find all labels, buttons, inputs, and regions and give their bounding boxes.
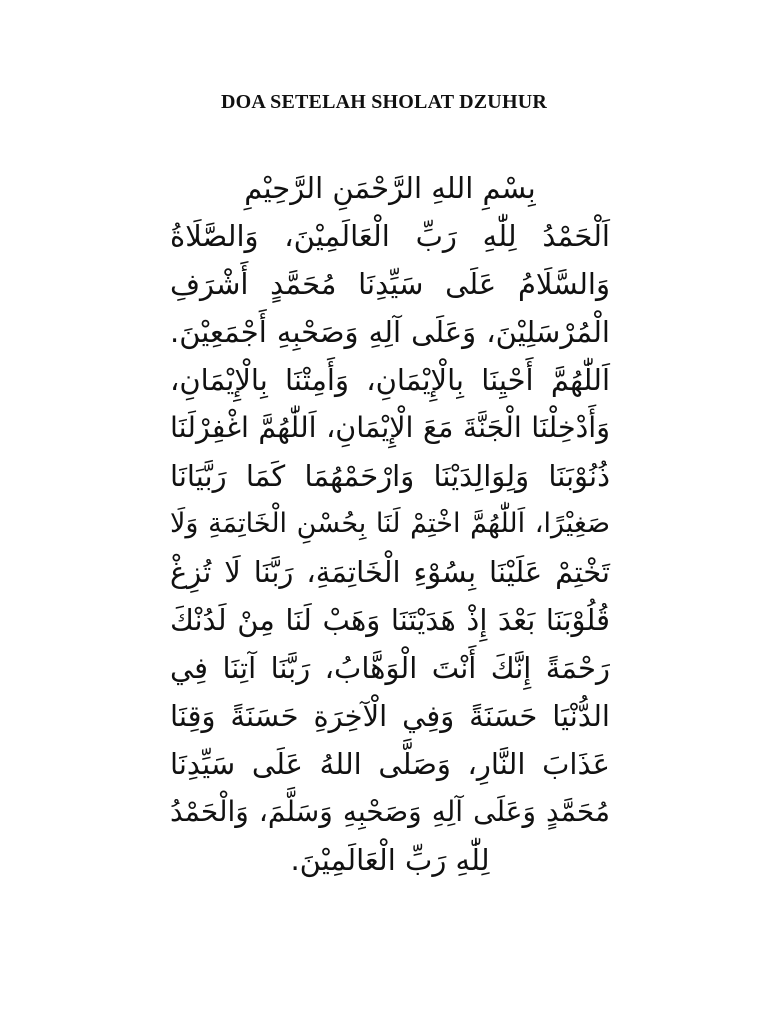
prayer-text [170, 164, 610, 884]
prayer-line: صَغِيْرًا، اَللّٰهُمَّ اخْتِمْ لَنَا بِحُسْنِ الْخَاتِمَةِ وَلَا [170, 508, 610, 539]
prayer-line: وَالسَّلَامُ عَلَى سَيِّدِنَا مُحَمَّدٍ أَشْرَفِ [170, 267, 610, 301]
prayer-line-basmalah: بِسْمِ اللهِ الرَّحْمَنِ الرَّحِيْمِ [244, 171, 536, 205]
prayer-line: اَلْحَمْدُ لِلّٰهِ رَبِّ الْعَالَمِيْنَ، وَالصَّلَاةُ [170, 219, 610, 253]
prayer-line: وَأَدْخِلْنَا الْجَنَّةَ مَعَ الْإِيْمَانِ، اَللّٰهُمَّ اغْفِرْلَنَا [170, 411, 610, 444]
prayer-line: قُلُوْبَنَا بَعْدَ إِذْ هَدَيْتَنَا وَهَبْ لَنَا مِنْ لَدُنْكَ [170, 603, 610, 637]
prayer-line: اَللّٰهُمَّ أَحْيِنَا بِالْإِيْمَانِ، وَأَمِتْنَا بِالْإِيْمَانِ، [170, 363, 610, 397]
prayer-line: مُحَمَّدٍ وَعَلَى آلِهِ وَصَحْبِهِ وَسَلَّمَ، وَالْحَمْدُ [170, 795, 610, 828]
prayer-line-closing: لِلّٰهِ رَبِّ الْعَالَمِيْنَ. [290, 843, 490, 877]
document-title: DOA SETELAH SHOLAT DZUHUR [220, 91, 547, 113]
prayer-line: تَخْتِمْ عَلَيْنَا بِسُوْءِ الْخَاتِمَةِ، رَبَّنَا لَا تُزِغْ [170, 555, 610, 589]
prayer-line: عَذَابَ النَّارِ، وَصَلَّى اللهُ عَلَى سَيِّدِنَا [170, 747, 610, 781]
prayer-line: الدُّنْيَا حَسَنَةً وَفِي الْآخِرَةِ حَسَنَةً وَقِنَا [170, 699, 610, 733]
prayer-line: الْمُرْسَلِيْنَ، وَعَلَى آلِهِ وَصَحْبِهِ أَجْمَعِيْنَ. [170, 315, 610, 349]
prayer-line: ذُنُوْبَنَا وَلِوَالِدَيْنَا وَارْحَمْهُمَا كَمَا رَبَّيَانَا [170, 459, 610, 493]
prayer-line: رَحْمَةً إِنَّكَ أَنْتَ الْوَهَّابُ، رَبَّنَا آتِنَا فِي [170, 651, 610, 685]
